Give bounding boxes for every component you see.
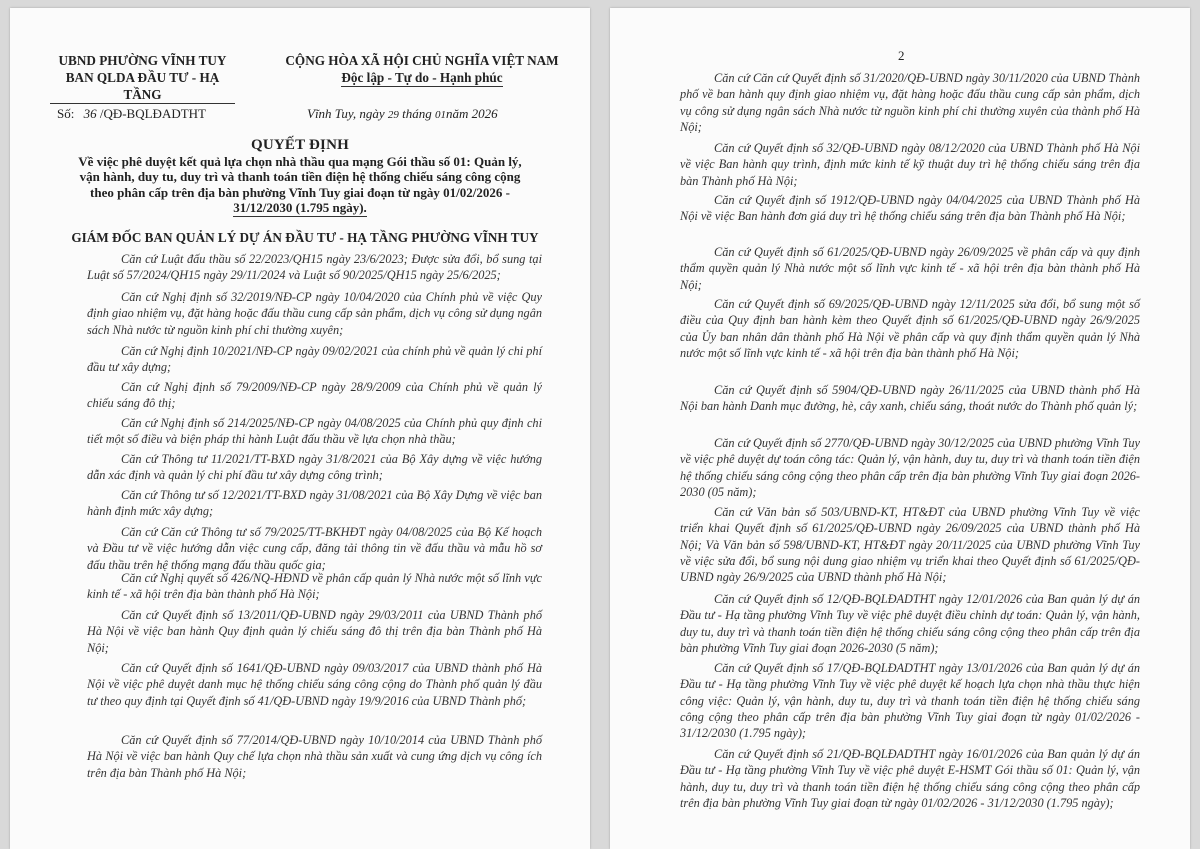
legal-basis-paragraph: Căn cứ Quyết định số 77/2014/QĐ-UBND ngày 10/10/2014 của UBND Thành phố Hà Nội về việc ban hành Quy chế lựa chọn nhà thầu sản xuất và cung ứng dịch vụ công ích trên địa bàn Thành phố Hà Nội; [87,733,542,780]
nation-title: CỘNG HÒA XÃ HỘI CHỦ NGHĨA VIỆT NAM [285,53,559,68]
decision-subtitle-1: Về việc phê duyệt kết quả lựa chọn nhà thầu qua mạng Gói thầu số 01: Quản lý, [78,153,522,169]
legal-basis-paragraph: Căn cứ Quyết định số 32/QĐ-UBND ngày 08/12/2020 của UBND Thành phố Hà Nội về việc Ban hành quy trình, định mức kinh tế kỹ thuật duy trì hệ thống chiếu sáng trên địa bàn Thành phố Hà Nội; [680,141,1140,188]
legal-basis-paragraph: Căn cứ Quyết định số 1912/QĐ-UBND ngày 04/04/2025 của UBND Thành phố Hà Nội về việc Ban hành đơn giá duy trì hệ thống chiếu sáng trên địa bàn Thành phố Hà Nội; [680,193,1140,224]
page-number: 2 [898,48,905,63]
date-month-label: tháng [402,106,432,121]
legal-basis-paragraph: Căn cứ Quyết định số 12/QĐ-BQLĐADTHT ngày 12/01/2026 của Ban quản lý dự án Đầu tư - Hạ tầng phường Vĩnh Tuy về việc phê duyệt điều chỉnh dự toán: Quản lý, vận hành, duy tu, duy trì và thanh toán tiền điện hệ thống chiếu sáng công cộng theo phân cấp trên địa bàn phường Vĩnh Tuy giai đoạn 2026-2030 (5 năm); [680,592,1140,655]
legal-basis-paragraph: Căn cứ Nghị định số 32/2019/NĐ-CP ngày 10/04/2020 của Chính phủ về việc Quy định giao nhiệm vụ, đặt hàng hoặc đấu thầu cung cấp sản phẩm, dịch vụ công sử dụng ngân sách Nhà nước từ nguồn kinh phí chi thường xuyên; [87,290,542,337]
number-value: 36 [83,106,97,121]
authority-line-2: BAN QLDA ĐẦU TƯ - HẠ TẦNG [50,69,235,104]
document-number [57,106,206,122]
legal-basis-paragraph: Căn cứ Quyết định số 1641/QĐ-UBND ngày 09/03/2017 của UBND thành phố Hà Nội về việc phê duyệt danh mục hệ thống chiếu sáng công cộng do Thành phố quản lý đầu tư theo quy định tại Quyết định số 41/QĐ-UBND ngày 19/9/2016 của UBND Thành phố; [87,661,542,708]
legal-basis-paragraph: Căn cứ Thông tư 11/2021/TT-BXD ngày 31/8/2021 của Bộ Xây dựng về việc hướng dẫn xác định và quản lý chi phí đầu tư xây dựng công trình; [87,452,542,483]
legal-basis-paragraph: Căn cứ Quyết định số 17/QĐ-BQLĐADTHT ngày 13/01/2026 của Ban quản lý dự án Đầu tư - Hạ tầng phường Vĩnh Tuy về việc phê duyệt kế hoạch lựa chọn nhà thầu thực hiện công việc: Quản lý, vận hành, duy tu, duy trì và thanh toán tiền điện hệ thống chiếu sáng công cộng theo phân cấp trên địa bàn phường Vĩnh Tuy giai đoạn từ ngày 01/02/2026 - 31/12/2030 (1.795 ngày); [680,661,1140,741]
number-label: Số: [57,106,75,121]
decision-subtitle-3: theo phân cấp trên địa bàn phường Vĩnh Tuy giai đoạn từ ngày 01/02/2026 - [90,184,510,200]
date-year: năm 2026 [446,106,498,121]
legal-basis-paragraph: Căn cứ Quyết định số 5904/QĐ-UBND ngày 26/11/2025 của UBND thành phố Hà Nội ban hành Danh mục đường, hè, cây xanh, chiếu sáng, thoát nước do Thành phố quản lý; [680,383,1140,414]
legal-basis-paragraph: Căn cứ Quyết định số 21/QĐ-BQLĐADTHT ngày 16/01/2026 của Ban quản lý dự án Đầu tư - Hạ tầng phường Vĩnh Tuy về việc phê duyệt E-HSMT Gói thầu số 01: Quản lý, vận hành, duy tu, duy trì và thanh toán tiền điện hệ thống chiếu sáng công cộng theo phân cấp trên địa bàn phường Vĩnh Tuy giai đoạn từ ngày 01/02/2026 - 31/12/2030 (1.795 ngày); [680,747,1140,810]
decision-title: QUYẾT ĐỊNH [251,137,349,153]
document-page-2 [610,8,1190,849]
director-heading: GIÁM ĐỐC BAN QUẢN LÝ DỰ ÁN ĐẦU TƯ - HẠ TẦNG PHƯỜNG VĨNH TUY [71,230,539,245]
legal-basis-paragraph: Căn cứ Thông tư số 12/2021/TT-BXD ngày 31/08/2021 của Bộ Xây Dựng về việc ban hành định mức xây dựng; [87,488,542,519]
date-day: 29 [387,109,399,121]
legal-basis-paragraph: Căn cứ Luật đấu thầu số 22/2023/QH15 ngày 23/6/2023; Được sửa đổi, bổ sung tại Luật số 57/2024/QH15 ngày 29/11/2024 và Luật số 90/2025/QH15 ngày 25/6/2025; [87,252,542,283]
legal-basis-paragraph: Căn cứ Nghị quyết số 426/NQ-HĐND về phân cấp quản lý Nhà nước một số lĩnh vực kinh tế - xã hội trên địa bàn thành phố Hà Nội; [87,571,542,602]
legal-basis-paragraph: Căn cứ Căn cứ Thông tư số 79/2025/TT-BKHĐT ngày 04/08/2025 của Bộ Kế hoạch và Đầu tư về việc hướng dẫn việc cung cấp, đăng tải thông tin về đấu thầu và mẫu hồ sơ đấu thầu trên hệ thống mạng đấu thầu quốc gia; [87,525,542,572]
legal-basis-paragraph: Căn cứ Căn cứ Quyết định số 31/2020/QĐ-UBND ngày 30/11/2020 của UBND Thành phố về ban hành quy định giao nhiệm vụ, đặt hàng hoặc đấu thầu cung cấp sản phẩm, dịch vụ công sử dụng ngân sách Nhà nước từ nguồn kinh phí chi thường xuyên của thành phố Hà Nội; [680,71,1140,134]
authority-line-1: UBND PHƯỜNG VĨNH TUY [58,53,227,68]
number-suffix: /QĐ-BQLĐADTHT [99,106,206,121]
nation-motto: Độc lập - Tự do - Hạnh phúc [341,70,503,85]
decision-subtitle-2: vận hành, duy tu, duy trì và thanh toán tiền điện hệ thống chiếu sáng công cộng [79,169,521,184]
decision-subtitle-4: 31/12/2030 (1.795 ngày). [233,200,367,215]
date-month: 01 [435,109,447,121]
legal-basis-paragraph: Căn cứ Nghị định số 79/2009/NĐ-CP ngày 28/9/2009 của Chính phủ về quản lý chiếu sáng đô thị; [87,380,542,411]
document-page-1 [10,8,590,849]
decision-heading [40,138,560,217]
issuing-authority [50,52,235,104]
date-prefix: Vĩnh Tuy, ngày [307,106,385,121]
legal-basis-paragraph: Căn cứ Nghị định 10/2021/NĐ-CP ngày 09/02/2021 của chính phủ về quản lý chi phí đầu tư xây dựng; [87,344,542,375]
document-date [307,106,498,122]
legal-basis-paragraph: Căn cứ Văn bản số 503/UBND-KT, HT&ĐT của UBND phường Vĩnh Tuy về việc triển khai Quyết định số 61/2025/QĐ-UBND ngày 26/09/2025 của UBND thành phố Hà Nội; Và Văn bản số 598/UBND-KT, HT&ĐT ngày 20/11/2025 của UBND phường Vĩnh Tuy về việc sửa đổi, bổ sung nội dung giao nhiệm vụ triển khai theo Quyết định số 61/2025/QĐ-UBND ngày 26/9/2025 của UBND thành phố Hà Nội; [680,505,1140,585]
legal-basis-paragraph: Căn cứ Quyết định số 61/2025/QĐ-UBND ngày 26/09/2025 về phân cấp và quy định thẩm quyền quản lý Nhà nước một số lĩnh vực kinh tế - xã hội trên địa bàn thành phố Hà Nội; [680,245,1140,292]
legal-basis-paragraph: Căn cứ Quyết định số 69/2025/QĐ-UBND ngày 12/11/2025 sửa đổi, bổ sung một số điều của Quy định ban hành kèm theo Quyết định số 61/2025/QĐ-UBND ngày 26/9/2025 của Ủy ban nhân dân thành phố Hà Nội về phân cấp và quy định thẩm quyền quản lý Nhà nước một số lĩnh vực kinh tế - xã hội trên địa bàn thành phố Hà Nội; [680,297,1140,360]
legal-basis-paragraph: Căn cứ Quyết định số 13/2011/QĐ-UBND ngày 29/03/2011 của UBND Thành phố Hà Nội về việc ban hành Quy định quản lý chiếu sáng đô thị trên địa bàn Thành phố Hà Nội; [87,608,542,655]
legal-basis-paragraph: Căn cứ Nghị định số 214/2025/NĐ-CP ngày 04/08/2025 của Chính phủ quy định chi tiết một số điều và biện pháp thi hành Luật đấu thầu về lựa chọn nhà thầu; [87,416,542,447]
national-motto [272,52,572,87]
legal-basis-paragraph: Căn cứ Quyết định số 2770/QĐ-UBND ngày 30/12/2025 của UBND phường Vĩnh Tuy về việc phê duyệt dự toán công tác: Quản lý, vận hành, duy tu, duy trì và thanh toán tiền điện hệ thống chiếu sáng công cộng theo phân cấp trên địa bàn phường Vĩnh Tuy giai đoạn 2026-2030 (05 năm); [680,436,1140,499]
